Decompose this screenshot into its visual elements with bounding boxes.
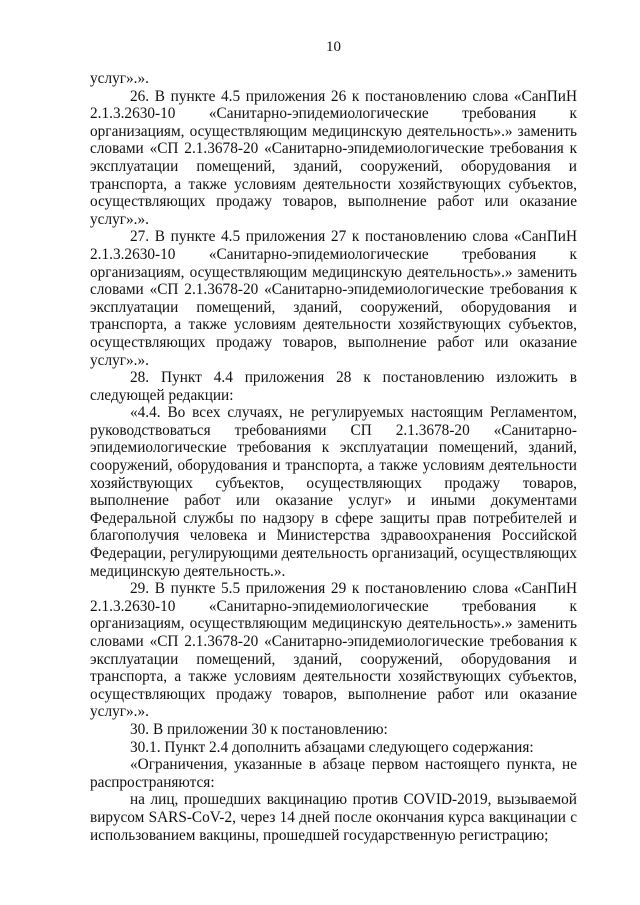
paragraph-continuation: услуг».».	[90, 70, 149, 87]
document-body	[90, 70, 577, 844]
paragraph-item-26: 26. В пункте 4.5 приложения 26 к постановлению слова «СанПиН 2.1.3.2630-10 «Санитарно-эпидемиологические требования к организациям, осуществляющим медицинскую деятельность».» заменить словами «СП 2.1.3678-20 «Санитарно-эпидемиологические требования к эксплуатации помещений, зданий, сооружений, оборудования и транспорта, а также условиям деятельности хозяйствующих субъектов, осуществляющих продажу товаров, выполнение работ или оказание услуг».».	[90, 87, 577, 228]
page-number: 10	[326, 39, 341, 55]
paragraph-item-30-1: 30.1. Пункт 2.4 дополнить абзацами следующего содержания:	[130, 738, 534, 756]
paragraph-item-28: 28. Пункт 4.4 приложения 28 к постановлению изложить в следующей редакции:	[90, 369, 577, 404]
paragraph-item-4-4-quote: «4.4. Во всех случаях, не регулируемых настоящим Регламентом, руководствоваться требованиями СП 2.1.3678-20 «Санитарно-эпидемиологические требования к эксплуатации помещений, зданий, сооружений, оборудования и транспорта, а также условиям деятельности хозяйствующих субъектов, осуществляющих продажу товаров, выполнение работ или оказание услуг» и иными документами Федеральной службы по надзору в сфере защиты прав потребителей и благополучия человека и Министерства здравоохранения Российской Федерации, регулирующими деятельность организаций, осуществляющих медицинскую деятельность.».	[90, 404, 577, 580]
paragraph-item-29: 29. В пункте 5.5 приложения 29 к постановлению слова «СанПиН 2.1.3.2630-10 «Санитарно-эпидемиологические требования к организациям, осуществляющим медицинскую деятельность».» заменить словами «СП 2.1.3678-20 «Санитарно-эпидемиологические требования к эксплуатации помещений, зданий, сооружений, оборудования и транспорта, а также условиям деятельности хозяйствующих субъектов, осуществляющих продажу товаров, выполнение работ или оказание услуг».».	[90, 580, 577, 721]
paragraph-vaccination: на лиц, прошедших вакцинацию против COVID-2019, вызываемой вирусом SARS-CoV-2, через 14 дней после окончания курса вакцинации с использованием вакцины, прошедшей государственную регистрацию;	[90, 791, 577, 844]
paragraph-item-27: 27. В пункте 4.5 приложения 27 к постановлению слова «СанПиН 2.1.3.2630-10 «Санитарно-эпидемиологические требования к организациям, осуществляющим медицинскую деятельность».» заменить словами «СП 2.1.3678-20 «Санитарно-эпидемиологические требования к эксплуатации помещений, зданий, сооружений, оборудования и транспорта, а также условиям деятельности хозяйствующих субъектов, осуществляющих продажу товаров, выполнение работ или оказание услуг».».	[90, 228, 577, 369]
paragraph-item-30: 30. В приложении 30 к постановлению:	[130, 720, 388, 738]
paragraph-restrictions: «Ограничения, указанные в абзаце первом настоящего пункта, не распространяются:	[90, 756, 577, 791]
